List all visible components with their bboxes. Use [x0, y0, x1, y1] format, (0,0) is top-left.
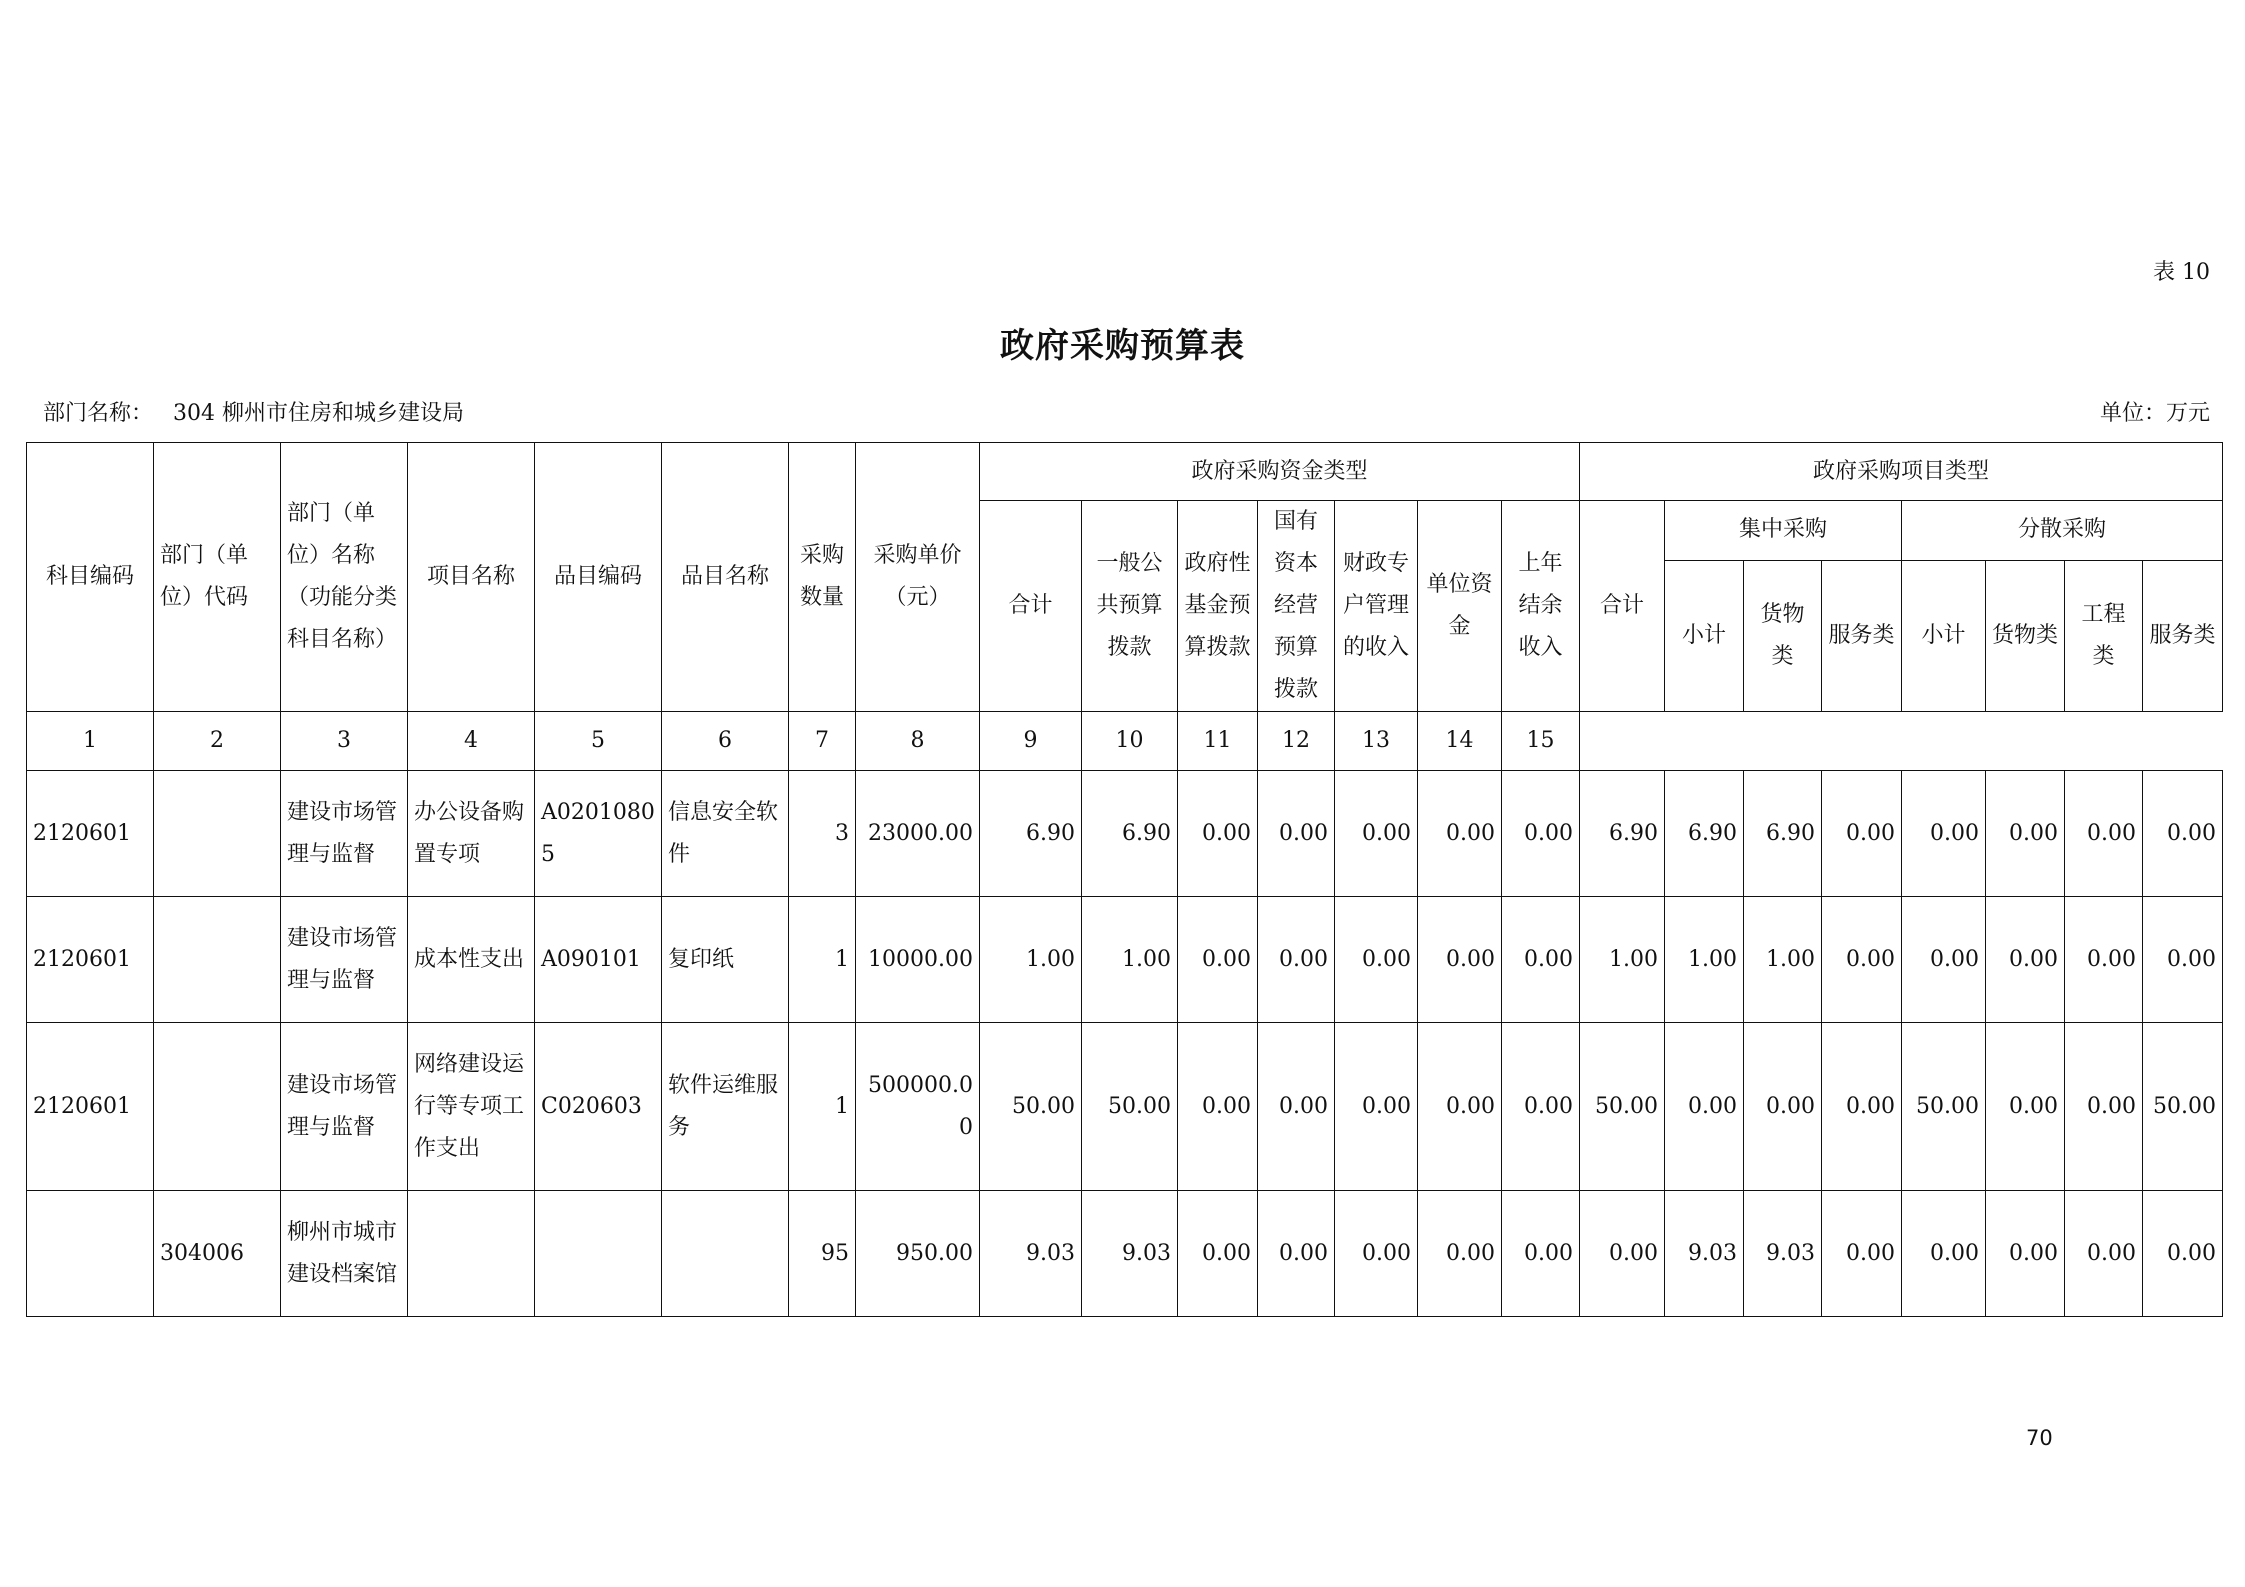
- index-cell: 8: [856, 712, 980, 771]
- value-cell: 0.00: [1178, 771, 1258, 897]
- item-name-cell: 信息安全软件: [662, 771, 789, 897]
- table-row: [27, 771, 2223, 897]
- value-cell: 0.00: [1258, 771, 1335, 897]
- value-cell: 0.00: [1418, 1191, 1502, 1317]
- value-cell: 9.03: [1082, 1191, 1178, 1317]
- index-cell: 3: [281, 712, 408, 771]
- header-central-goods: 货物类: [1744, 560, 1822, 711]
- index-cell: 12: [1258, 712, 1335, 771]
- header-fund-special: 财政专户管理的收入: [1335, 501, 1418, 712]
- project-name-cell: 网络建设运行等专项工作支出: [408, 1023, 535, 1191]
- item-name-cell: [662, 1191, 789, 1317]
- item-code-cell: [535, 1191, 662, 1317]
- value-cell: 9.03: [1665, 1191, 1744, 1317]
- header-fund-gov: 政府性基金预算拨款: [1178, 501, 1258, 712]
- page-title: 政府采购预算表: [1000, 326, 1245, 366]
- value-cell: 0.00: [1335, 1191, 1418, 1317]
- value-cell: 0.00: [1665, 1023, 1744, 1191]
- subject-code-cell: 2120601: [27, 897, 154, 1023]
- procurement-budget-table: [26, 442, 2223, 1317]
- index-cell: 11: [1178, 712, 1258, 771]
- index-cell: 2: [154, 712, 281, 771]
- header-dispersed-service: 服务类: [2143, 560, 2223, 711]
- value-cell: 0.00: [1986, 1191, 2065, 1317]
- value-cell: 0.00: [2143, 897, 2223, 1023]
- table-row: [27, 897, 2223, 1023]
- value-cell: 0.00: [2065, 1191, 2143, 1317]
- value-cell: 0.00: [1418, 897, 1502, 1023]
- column-index-row: [27, 712, 2223, 771]
- quantity-cell: 1: [789, 897, 856, 1023]
- value-cell: 0.00: [1822, 771, 1902, 897]
- header-project-name: 项目名称: [408, 443, 535, 712]
- value-cell: 0.00: [1986, 1023, 2065, 1191]
- value-cell: 1.00: [1082, 897, 1178, 1023]
- value-cell: 0.00: [1502, 1191, 1580, 1317]
- index-cell: 1: [27, 712, 154, 771]
- value-cell: 0.00: [1986, 897, 2065, 1023]
- dept-name-cell: 建设市场管理与监督: [281, 897, 408, 1023]
- value-cell: 0.00: [1335, 897, 1418, 1023]
- subject-code-cell: 2120601: [27, 771, 154, 897]
- table-number: 表 10: [2153, 260, 2210, 285]
- header-item-name: 品目名称: [662, 443, 789, 712]
- dept-code-cell: [154, 897, 281, 1023]
- header-proj-total: 合计: [1580, 501, 1665, 712]
- unit-price-cell: 950.00: [856, 1191, 980, 1317]
- item-name-cell: 复印纸: [662, 897, 789, 1023]
- value-cell: 1.00: [1665, 897, 1744, 1023]
- value-cell: 0.00: [1822, 1023, 1902, 1191]
- item-code-cell: A090101: [535, 897, 662, 1023]
- index-cell: 9: [980, 712, 1082, 771]
- header-fund-type-group: 政府采购资金类型: [980, 443, 1580, 501]
- unit-price-cell: 23000.00: [856, 771, 980, 897]
- value-cell: 9.03: [1744, 1191, 1822, 1317]
- value-cell: 0.00: [1822, 897, 1902, 1023]
- value-cell: 0.00: [1258, 897, 1335, 1023]
- value-cell: 0.00: [1986, 771, 2065, 897]
- dept-code-cell: [154, 1023, 281, 1191]
- unit-price-cell: 10000.00: [856, 897, 980, 1023]
- department-label: 部门名称：: [43, 401, 154, 426]
- value-cell: 50.00: [2143, 1023, 2223, 1191]
- quantity-cell: 3: [789, 771, 856, 897]
- value-cell: 0.00: [2143, 771, 2223, 897]
- index-cell: 6: [662, 712, 789, 771]
- index-cell: 4: [408, 712, 535, 771]
- value-cell: 50.00: [980, 1023, 1082, 1191]
- header-dispersed-goods: 货物类: [1986, 560, 2065, 711]
- header-dept-code: 部门（单位）代码: [154, 443, 281, 712]
- value-cell: 0.00: [1418, 1023, 1502, 1191]
- value-cell: 6.90: [1744, 771, 1822, 897]
- header-quantity: 采购数量: [789, 443, 856, 712]
- quantity-cell: 95: [789, 1191, 856, 1317]
- value-cell: 0.00: [1744, 1023, 1822, 1191]
- subject-code-cell: 2120601: [27, 1023, 154, 1191]
- value-cell: 1.00: [1744, 897, 1822, 1023]
- subject-code-cell: [27, 1191, 154, 1317]
- value-cell: 0.00: [1502, 771, 1580, 897]
- value-cell: 0.00: [2143, 1191, 2223, 1317]
- index-cell: 7: [789, 712, 856, 771]
- header-dispersed-works: 工程类: [2065, 560, 2143, 711]
- index-cell: 10: [1082, 712, 1178, 771]
- header-fund-general: 一般公共预算拨款: [1082, 501, 1178, 712]
- value-cell: 50.00: [1902, 1023, 1986, 1191]
- value-cell: 0.00: [2065, 1023, 2143, 1191]
- header-central: 集中采购: [1665, 501, 1902, 561]
- department-name: 304 柳州市住房和城乡建设局: [173, 401, 465, 426]
- dept-name-cell: 建设市场管理与监督: [281, 1023, 408, 1191]
- header-fund-total: 合计: [980, 501, 1082, 712]
- value-cell: 1.00: [1580, 897, 1665, 1023]
- item-name-cell: 软件运维服务: [662, 1023, 789, 1191]
- value-cell: 6.90: [1665, 771, 1744, 897]
- value-cell: 0.00: [1822, 1191, 1902, 1317]
- page-number: 70: [2026, 1426, 2053, 1450]
- header-central-service: 服务类: [1822, 560, 1902, 711]
- header-fund-carry: 上年结余收入: [1502, 501, 1580, 712]
- header-fund-unit: 单位资金: [1418, 501, 1502, 712]
- value-cell: 0.00: [2065, 771, 2143, 897]
- project-name-cell: [408, 1191, 535, 1317]
- dept-name-cell: 柳州市城市建设档案馆: [281, 1191, 408, 1317]
- project-name-cell: 办公设备购置专项: [408, 771, 535, 897]
- table-row: [27, 1191, 2223, 1317]
- header-fund-state: 国有资本经营预算拨款: [1258, 501, 1335, 712]
- unit-price-cell: 500000.00: [856, 1023, 980, 1191]
- table-row: [27, 1023, 2223, 1191]
- header-project-type-group: 政府采购项目类型: [1580, 443, 2223, 501]
- value-cell: 1.00: [980, 897, 1082, 1023]
- unit-label: 单位：万元: [2099, 401, 2210, 426]
- value-cell: 0.00: [1258, 1023, 1335, 1191]
- value-cell: 0.00: [1335, 771, 1418, 897]
- item-code-cell: C020603: [535, 1023, 662, 1191]
- value-cell: 6.90: [1082, 771, 1178, 897]
- value-cell: 0.00: [1502, 897, 1580, 1023]
- value-cell: 0.00: [1178, 897, 1258, 1023]
- value-cell: 0.00: [2065, 897, 2143, 1023]
- value-cell: 0.00: [1902, 1191, 1986, 1317]
- value-cell: 6.90: [980, 771, 1082, 897]
- header-subject-code: 科目编码: [27, 443, 154, 712]
- dept-code-cell: [154, 771, 281, 897]
- value-cell: 50.00: [1082, 1023, 1178, 1191]
- quantity-cell: 1: [789, 1023, 856, 1191]
- value-cell: 0.00: [1178, 1191, 1258, 1317]
- project-name-cell: 成本性支出: [408, 897, 535, 1023]
- index-cell: 14: [1418, 712, 1502, 771]
- index-cell: 5: [535, 712, 662, 771]
- value-cell: 0.00: [1418, 771, 1502, 897]
- value-cell: 0.00: [1502, 1023, 1580, 1191]
- header-dispersed-subtotal: 小计: [1902, 560, 1986, 711]
- header-item-code: 品目编码: [535, 443, 662, 712]
- header-dept-name: 部门（单位）名称（功能分类科目名称）: [281, 443, 408, 712]
- value-cell: 0.00: [1258, 1191, 1335, 1317]
- value-cell: 50.00: [1580, 1023, 1665, 1191]
- value-cell: 0.00: [1902, 897, 1986, 1023]
- value-cell: 9.03: [980, 1191, 1082, 1317]
- header-central-subtotal: 小计: [1665, 560, 1744, 711]
- value-cell: 6.90: [1580, 771, 1665, 897]
- dept-name-cell: 建设市场管理与监督: [281, 771, 408, 897]
- header-dispersed: 分散采购: [1902, 501, 2223, 561]
- index-cell: 15: [1502, 712, 1580, 771]
- dept-code-cell: 304006: [154, 1191, 281, 1317]
- value-cell: 0.00: [1335, 1023, 1418, 1191]
- value-cell: 0.00: [1580, 1191, 1665, 1317]
- item-code-cell: A02010805: [535, 771, 662, 897]
- value-cell: 0.00: [1178, 1023, 1258, 1191]
- department-line: [43, 396, 464, 427]
- index-cell: 13: [1335, 712, 1418, 771]
- value-cell: 0.00: [1902, 771, 1986, 897]
- header-unit-price: 采购单价（元）: [856, 443, 980, 712]
